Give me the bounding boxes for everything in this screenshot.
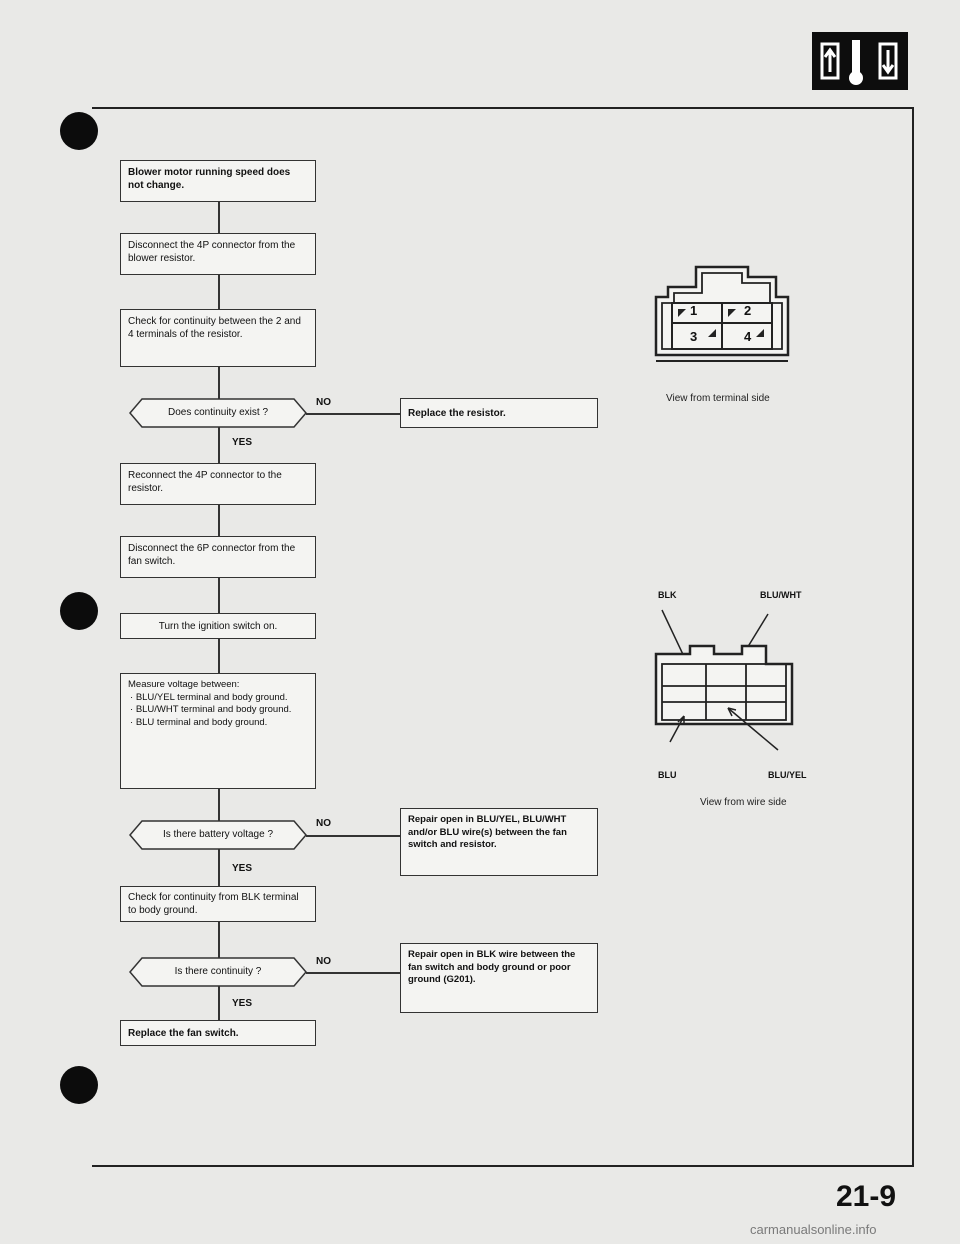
action-text: Repair open in BLU/YEL, BLU/WHT and/or BLU wire(s) between the fan switch and resistor. [408, 814, 567, 850]
pin-label-1: 1 [690, 303, 698, 318]
no-label: NO [316, 818, 331, 829]
step-text: Disconnect the 6P connector from the fan switch. [128, 543, 296, 567]
yes-label: YES [232, 998, 253, 1009]
bottom-rule [92, 1165, 914, 1167]
heater-blower-icon [812, 32, 908, 90]
right-rule [912, 107, 914, 1167]
no-label: NO [316, 397, 331, 408]
action-replace-resistor [400, 398, 598, 428]
measure-list [128, 692, 308, 730]
no-label: NO [316, 956, 331, 967]
decision-text: Is there continuity ? [174, 966, 262, 977]
pin-label-4: 4 [744, 329, 752, 344]
yes-label: YES [232, 437, 253, 448]
step-ignition-on [120, 613, 316, 639]
connector-6p-diagram [650, 604, 800, 764]
step-reconnect-4p [120, 463, 316, 505]
step-disconnect-6p [120, 536, 316, 578]
binder-hole [60, 112, 98, 150]
binder-hole [60, 592, 98, 630]
step-text: Measure voltage between: [128, 679, 240, 690]
step-text: Check for continuity between the 2 and 4 terminals of the resistor. [128, 316, 301, 340]
decision-text: Does continuity exist ? [167, 407, 269, 418]
step-text: Check for continuity from BLK terminal to body ground. [128, 892, 299, 916]
action-text: Repair open in BLK wire between the fan switch and body ground or poor ground (G201). [408, 949, 576, 985]
step-text: Replace the fan switch. [128, 1028, 239, 1039]
page-number: 21-9 [836, 1180, 897, 1213]
list-item: · BLU/YEL terminal and body ground. [138, 692, 308, 705]
step-replace-switch [120, 1020, 316, 1046]
branch-line [306, 413, 400, 415]
branch-line [306, 972, 400, 974]
step-measure-voltage [120, 673, 316, 789]
step-check-blk-ground [120, 886, 316, 922]
step-text: Turn the ignition switch on. [158, 621, 278, 632]
wire-label-blk: BLK [658, 590, 677, 600]
decision-continuity [120, 398, 316, 428]
pin-label-3: 3 [690, 329, 698, 344]
decision-ground-continuity [120, 957, 316, 987]
action-repair-wires [400, 808, 598, 876]
pin-label-2: 2 [744, 303, 752, 318]
connector-4p-caption: View from terminal side [666, 393, 770, 404]
action-text: Replace the resistor. [408, 408, 506, 419]
step-symptom [120, 160, 316, 202]
wire-label-blu-yel: BLU/YEL [768, 770, 807, 780]
wire-label-blu: BLU [658, 770, 677, 780]
decision-text: Is there battery voltage ? [162, 829, 274, 840]
decision-battery-voltage [120, 820, 316, 850]
binder-hole [60, 1066, 98, 1104]
action-repair-blk [400, 943, 598, 1013]
branch-line [306, 835, 400, 837]
yes-label: YES [232, 863, 253, 874]
connector-6p-caption: View from wire side [700, 797, 787, 808]
step-text: Disconnect the 4P connector from the blower resistor. [128, 240, 296, 264]
step-text: Blower motor running speed does not change. [128, 167, 291, 191]
step-text: Reconnect the 4P connector to the resistor. [128, 470, 282, 494]
step-disconnect-4p [120, 233, 316, 275]
list-item: · BLU terminal and body ground. [138, 717, 308, 730]
wire-label-blu-wht: BLU/WHT [760, 590, 802, 600]
list-item: · BLU/WHT terminal and body ground. [138, 704, 308, 717]
top-rule [92, 107, 914, 109]
footer-watermark: carmanualsonline.info [750, 1222, 877, 1237]
step-check-continuity [120, 309, 316, 367]
connector-4p-diagram [652, 265, 792, 371]
